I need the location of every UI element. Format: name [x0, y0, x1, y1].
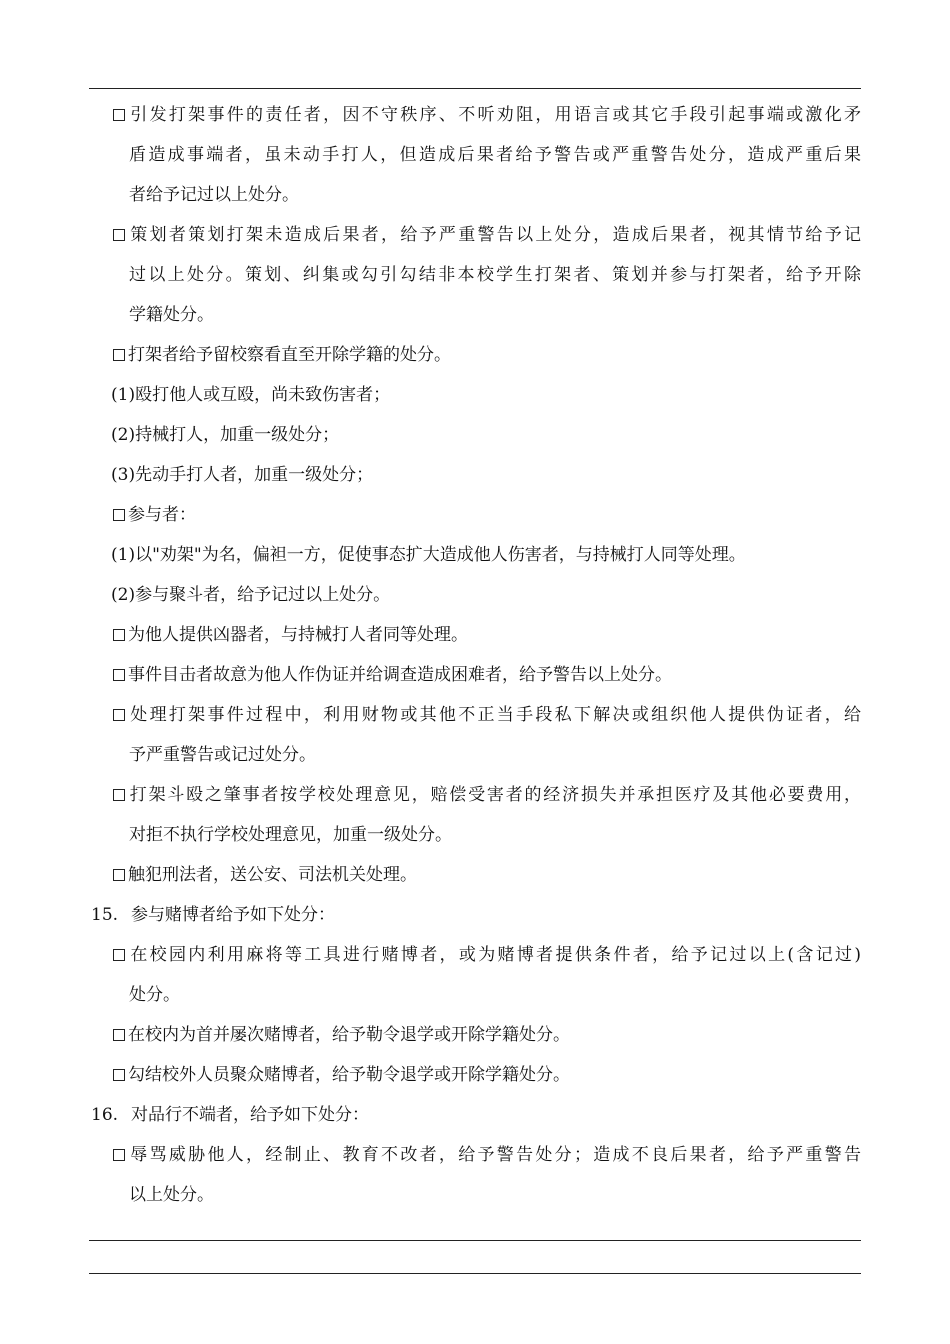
continuation-line: [89, 735, 861, 775]
continuation-line: [89, 175, 861, 215]
checkbox-item: [89, 1055, 861, 1095]
checkbox-icon: [113, 789, 125, 801]
continuation-line: [89, 1175, 861, 1215]
checkbox-icon: [113, 1029, 125, 1041]
line-text: (2)参与聚斗者，给予记过以上处分。: [111, 585, 391, 605]
line-text: (3)先动手打人者，加重一级处分；: [111, 465, 374, 485]
numbered-heading: [89, 1095, 861, 1135]
line-text: 处理打架事件过程中，利用财物或其他不正当手段私下解决或组织他人提供伪证者，给: [128, 705, 861, 725]
checkbox-item: [89, 95, 861, 135]
checkbox-item: [89, 215, 861, 255]
line-text: 在校园内利用麻将等工具进行赌博者，或为赌博者提供条件者，给予记过以上(含记过): [128, 945, 861, 965]
sub-item: [89, 415, 861, 455]
checkbox-item: [89, 1135, 861, 1175]
header-rule: [89, 88, 861, 89]
checkbox-icon: [113, 509, 125, 521]
footer-rule-bottom: [89, 1273, 861, 1274]
line-text: 引发打架事件的责任者，因不守秩序、不听劝阻，用语言或其它手段引起事端或激化矛: [128, 105, 861, 125]
checkbox-icon: [113, 1069, 125, 1081]
sub-item: [89, 455, 861, 495]
line-text: 者给予记过以上处分。: [129, 185, 299, 205]
continuation-line: [89, 975, 861, 1015]
checkbox-item: [89, 855, 861, 895]
line-text: 触犯刑法者，送公安、司法机关处理。: [128, 865, 417, 885]
checkbox-item: [89, 1015, 861, 1055]
checkbox-icon: [113, 109, 125, 121]
document-body: [89, 95, 861, 1215]
line-text: 参与赌博者给予如下处分：: [131, 905, 335, 925]
checkbox-item: [89, 615, 861, 655]
line-text: 打架斗殴之肇事者按学校处理意见，赔偿受害者的经济损失并承担医疗及其他必要费用，: [128, 785, 861, 805]
line-text: 为他人提供凶器者，与持械打人者同等处理。: [128, 625, 468, 645]
checkbox-icon: [113, 229, 125, 241]
line-text: 勾结校外人员聚众赌博者，给予勒令退学或开除学籍处分。: [128, 1065, 570, 1085]
checkbox-icon: [113, 349, 125, 361]
checkbox-icon: [113, 669, 125, 681]
footer-rule: [89, 1240, 861, 1241]
sub-item: [89, 535, 861, 575]
line-text: (1)以"劝架"为名，偏袒一方，促使事态扩大造成他人伤害者，与持械打人同等处理。: [111, 545, 746, 565]
checkbox-item: [89, 935, 861, 975]
line-text: 学籍处分。: [129, 305, 214, 325]
line-text: 过以上处分。策划、纠集或勾引勾结非本校学生打架者、策划并参与打架者，给予开除: [129, 265, 861, 285]
sub-item: [89, 375, 861, 415]
continuation-line: [89, 295, 861, 335]
checkbox-icon: [113, 869, 125, 881]
checkbox-icon: [113, 629, 125, 641]
continuation-line: [89, 135, 861, 175]
continuation-line: [89, 255, 861, 295]
line-text: 事件目击者故意为他人作伪证并给调查造成困难者，给予警告以上处分。: [128, 665, 672, 685]
numbered-heading: [89, 895, 861, 935]
checkbox-icon: [113, 709, 125, 721]
line-text: 予严重警告或记过处分。: [129, 745, 316, 765]
line-text: (2)持械打人，加重一级处分；: [111, 425, 340, 445]
sub-item: [89, 575, 861, 615]
checkbox-icon: [113, 1149, 125, 1161]
checkbox-item: [89, 495, 861, 535]
line-text: 参与者：: [128, 505, 196, 525]
continuation-line: [89, 815, 861, 855]
line-text: 策划者策划打架未造成后果者，给予严重警告以上处分，造成后果者，视其情节给予记: [128, 225, 861, 245]
checkbox-item: [89, 695, 861, 735]
line-text: 辱骂威胁他人，经制止、教育不改者，给予警告处分；造成不良后果者，给予严重警告: [128, 1145, 861, 1165]
line-text: 以上处分。: [129, 1185, 214, 1205]
checkbox-item: [89, 335, 861, 375]
line-text: 盾造成事端者，虽未动手打人，但造成后果者给予警告或严重警告处分，造成严重后果: [129, 145, 861, 165]
line-text: 在校内为首并屡次赌博者，给予勒令退学或开除学籍处分。: [128, 1025, 570, 1045]
checkbox-icon: [113, 949, 125, 961]
line-text: 对拒不执行学校处理意见，加重一级处分。: [129, 825, 452, 845]
line-text: 打架者给予留校察看直至开除学籍的处分。: [128, 345, 451, 365]
checkbox-item: [89, 655, 861, 695]
heading-number: 15.: [91, 905, 119, 925]
line-text: 处分。: [129, 985, 180, 1005]
line-text: 对品行不端者，给予如下处分：: [131, 1105, 369, 1125]
checkbox-item: [89, 775, 861, 815]
heading-number: 16.: [91, 1105, 119, 1125]
line-text: (1)殴打他人或互殴，尚未致伤害者；: [111, 385, 391, 405]
